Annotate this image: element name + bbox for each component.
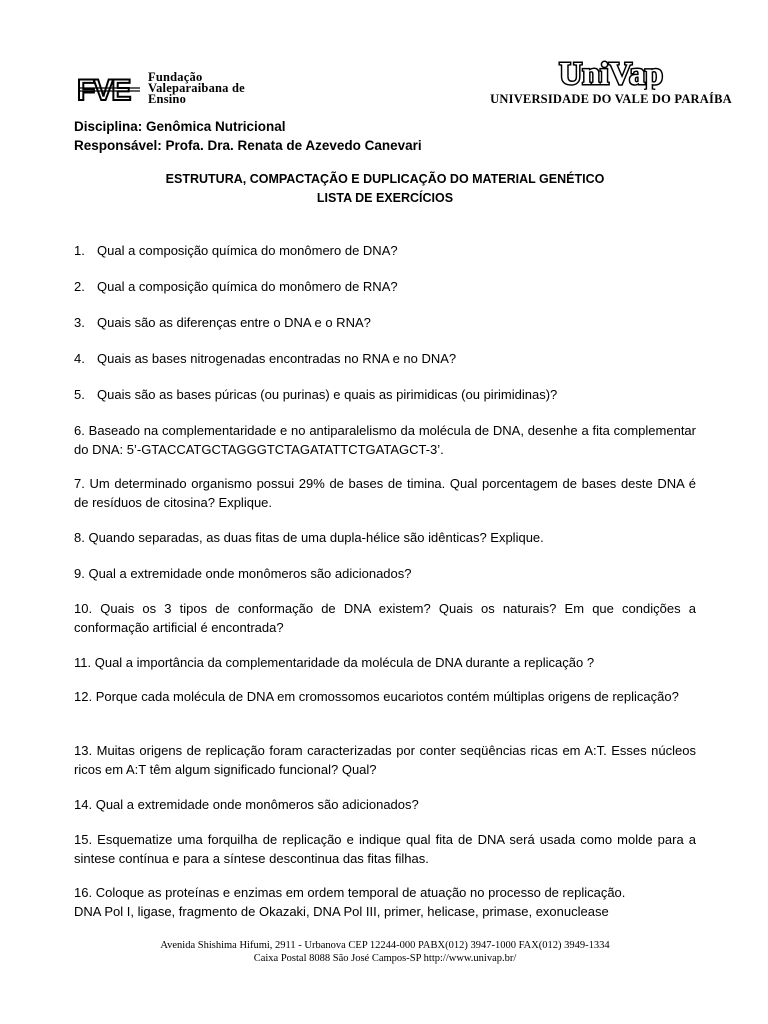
- course-info: [74, 117, 422, 155]
- question-3: [74, 313, 696, 332]
- footer: [74, 939, 696, 965]
- question-4: [74, 349, 696, 368]
- question-number: 1.: [74, 243, 85, 258]
- question-number: 10.: [74, 601, 93, 616]
- main-title: ESTRUTURA, COMPACTAÇÃO E DUPLICAÇÃO DO MATERIAL GENÉTICO: [165, 172, 605, 186]
- question-text: Coloque as proteínas e enzimas em ordem temporal de atuação no processo de replicação.: [95, 885, 626, 900]
- question-number: 15.: [74, 832, 93, 847]
- question-text: Quais as bases nitrogenadas encontradas no RNA e no DNA?: [97, 351, 457, 366]
- question-text: Qual a extremidade onde monômeros são adicionados?: [95, 797, 419, 812]
- question-text: Qual a composição química do monômero de DNA?: [97, 243, 398, 258]
- question-text: Quando separadas, as duas fitas de uma dupla-hélice são idênticas? Explique.: [88, 530, 544, 545]
- question-number: 12.: [74, 689, 93, 704]
- fve-name: [148, 72, 245, 105]
- question-number: 5.: [74, 387, 85, 402]
- question-number: 7.: [74, 476, 85, 491]
- question-number: 4.: [74, 351, 85, 366]
- question-5: [74, 385, 696, 404]
- fve-logo: [76, 72, 245, 105]
- question-10: [74, 599, 696, 637]
- question-2: [74, 277, 696, 296]
- question-16: [74, 883, 696, 921]
- question-text: Esquematize uma forquilha de replicação e indique qual fita de DNA será usada como molde para a sintese contínua e para a síntese descontinua das fitas filhas.: [74, 832, 696, 866]
- question-text: Quais são as bases púricas (ou purinas) e quais as pirimidicas (ou pirimidinas)?: [97, 387, 558, 402]
- document-titles: [74, 170, 696, 208]
- question-14: [74, 795, 696, 814]
- question-number: 6.: [74, 423, 85, 438]
- question-text: Muitas origens de replicação foram caracterizadas por conter seqüências ricas em A:T. Esses núcleos ricos em A:T têm algum significado funcional? Qual?: [74, 743, 696, 777]
- question-9: [74, 564, 696, 583]
- footer-contact: Caixa Postal 8088 São José Campos-SP http://www.univap.br/: [253, 953, 517, 964]
- question-number: 16.: [74, 885, 93, 900]
- question-text: Porque cada molécula de DNA em cromossomos eucariotos contém múltiplas origens de replicação?: [95, 689, 679, 704]
- question-16-items: DNA Pol I, ligase, fragmento de Okazaki, DNA Pol III, primer, helicase, primase, exonuclease: [74, 904, 609, 919]
- fve-name-line-1: Fundação: [148, 70, 203, 84]
- question-number: 3.: [74, 315, 85, 330]
- question-number: 14.: [74, 797, 93, 812]
- question-13: [74, 741, 696, 779]
- question-text: Um determinado organismo possui 29% de bases de timina. Qual porcentagem de bases deste DNA é de resíduos de citosina? Explique.: [74, 476, 696, 510]
- univap-wordmark: [543, 56, 679, 90]
- univap-logo: [480, 56, 742, 107]
- subtitle: LISTA DE EXERCÍCIOS: [316, 191, 454, 205]
- question-12: [74, 687, 696, 706]
- question-text: Baseado na complementaridade e no antiparalelismo da molécula de DNA, desenhe a fita complementar do DNA: 5’-GTACCATGCTAGGGTCTAGATATTCTGATAGCT-3’.: [74, 423, 696, 457]
- question-number: 8.: [74, 530, 85, 545]
- question-text: Quais os 3 tipos de conformação de DNA existem? Quais os naturais? Em que condições a conformação artificial é encontrada?: [74, 601, 696, 635]
- fve-name-line-2: Valeparaibana de: [148, 81, 245, 95]
- univap-caption: UNIVERSIDADE DO VALE DO PARAÍBA: [490, 92, 732, 106]
- question-number: 9.: [74, 566, 85, 581]
- fve-name-line-3: Ensino: [148, 92, 187, 106]
- responsible: Responsável: Profa. Dra. Renata de Azevedo Canevari: [74, 138, 422, 153]
- footer-address: Avenida Shishima Hifumi, 2911 - Urbanova CEP 12244-000 PABX(012) 3947-1000 FAX(012) 3949-1334: [160, 940, 610, 951]
- question-text: Quais são as diferenças entre o DNA e o RNA?: [97, 315, 371, 330]
- question-11: [74, 653, 696, 672]
- question-number: 13.: [74, 743, 93, 758]
- question-1: [74, 241, 696, 260]
- fve-logo-letters: FVE: [77, 73, 130, 104]
- question-8: [74, 528, 696, 547]
- question-number: 11.: [74, 655, 92, 670]
- question-number: 2.: [74, 279, 85, 294]
- question-15: [74, 830, 696, 868]
- question-6: [74, 421, 696, 459]
- univap-wordmark-text: UniVap: [559, 56, 663, 90]
- question-text: Qual a importância da complementaridade da molécula de DNA durante a replicação ?: [94, 655, 595, 670]
- question-text: Qual a extremidade onde monômeros são adicionados?: [88, 566, 412, 581]
- question-text: Qual a composição química do monômero de RNA?: [97, 279, 398, 294]
- fve-logo-mark: [76, 74, 142, 104]
- question-7: [74, 474, 696, 512]
- discipline: Disciplina: Genômica Nutricional: [74, 119, 286, 134]
